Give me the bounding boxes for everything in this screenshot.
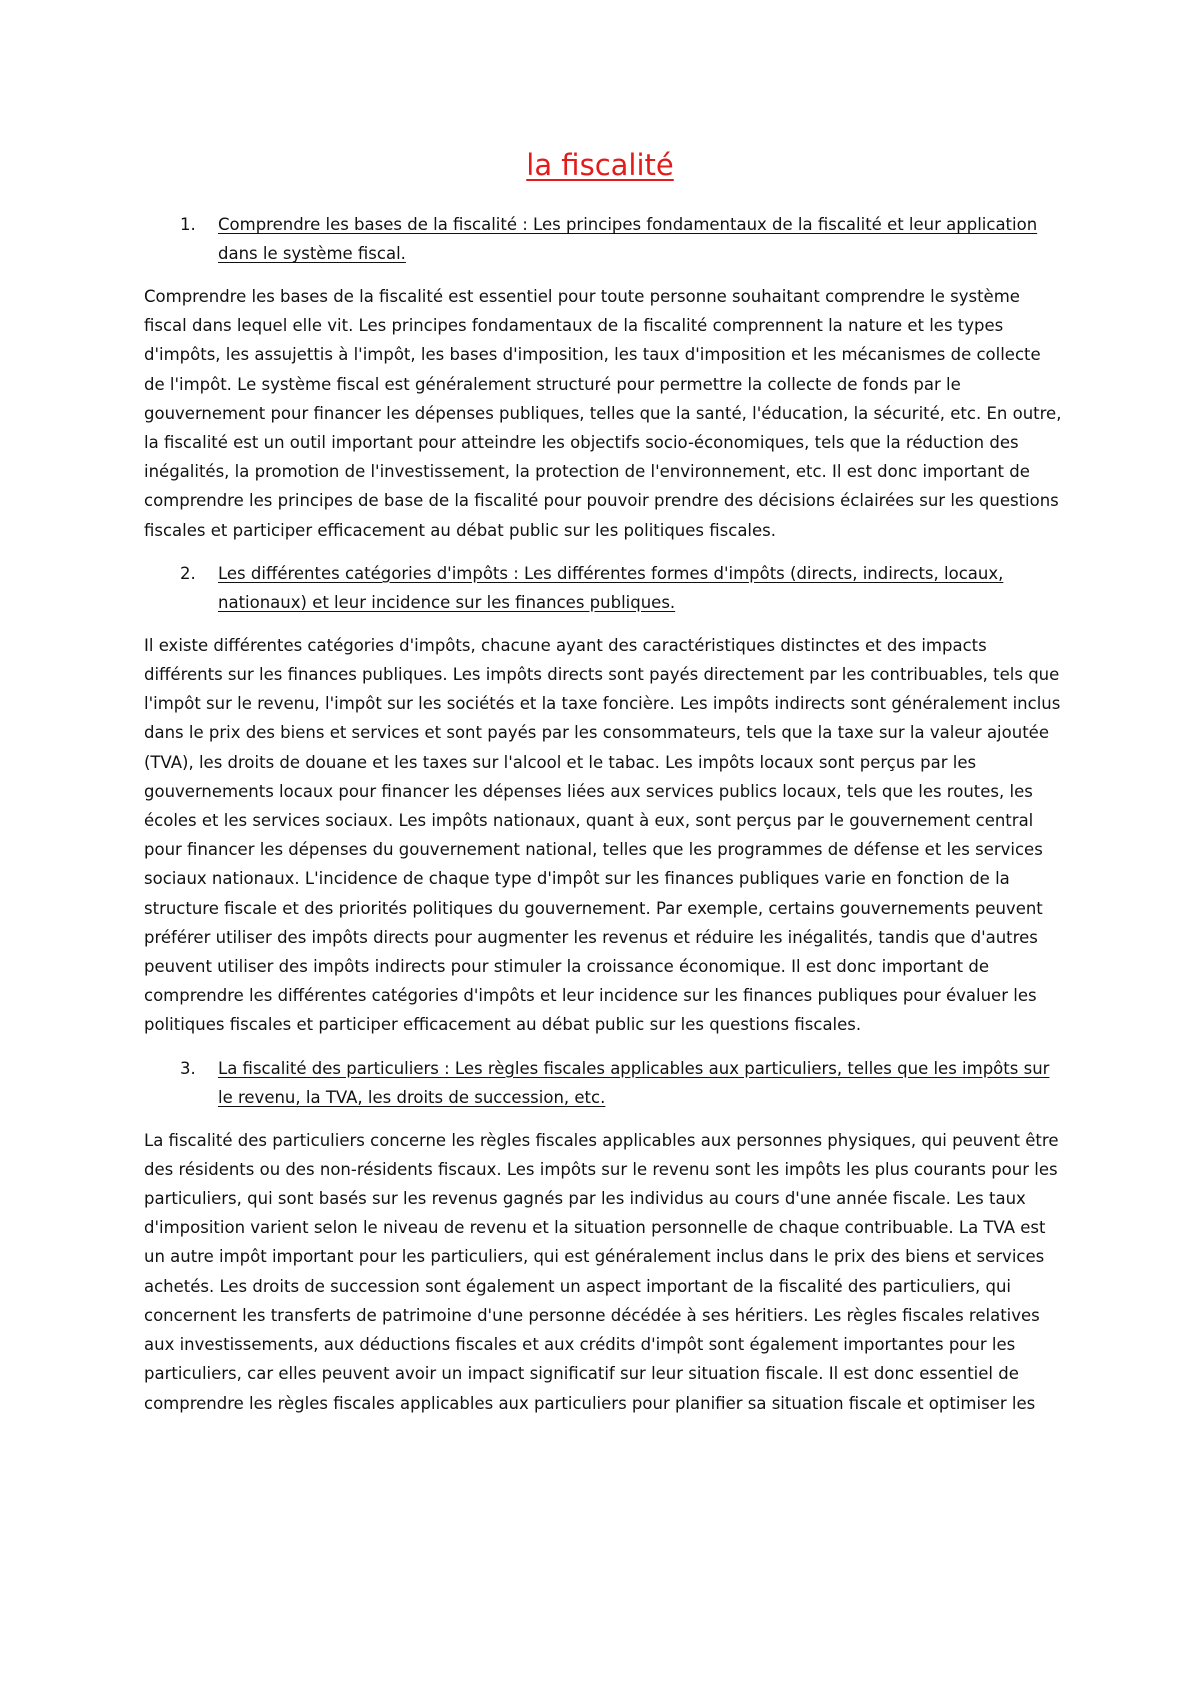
section-1-heading: [144, 210, 1064, 268]
section-1-paragraph: Comprendre les bases de la fiscalité est essentiel pour toute personne souhaitant comprendre le système fiscal dans lequel elle vit. Les principes fondamentaux de la fiscalité comprennent la nature et les types d'impôts, les assujettis à l'impôt, les bases d'imposition, les taux d'imposition et les mécanismes de collecte de l'impôt. Le système fiscal est généralement structuré pour permettre la collecte de fonds par le gouvernement pour financer les dépenses publiques, telles que la santé, l'éducation, la sécurité, etc. En outre, la fiscalité est un outil important pour atteindre les objectifs socio-économiques, tels que la réduction des inégalités, la promotion de l'investissement, la protection de l'environnement, etc. Il est donc important de comprendre les principes de base de la fiscalité pour pouvoir prendre des décisions éclairées sur les questions fiscales et participer efficacement au débat public sur les politiques fiscales.: [144, 287, 1062, 540]
document-body: [144, 210, 1064, 1432]
section-2-paragraph: Il existe différentes catégories d'impôts, chacune ayant des caractéristiques distinctes et des impacts différents sur les finances publiques. Les impôts directs sont payés directement par les contribuables, tels que l'impôt sur le revenu, l'impôt sur les sociétés et la taxe foncière. Les impôts indirects sont généralement inclus dans le prix des biens et services et sont payés par les consommateurs, tels que la taxe sur la valeur ajoutée (TVA), les droits de douane et les taxes sur l'alcool et le tabac. Les impôts locaux sont perçus par les gouvernements locaux pour financer les dépenses liées aux services publics locaux, tels que les routes, les écoles et les services sociaux. Les impôts nationaux, quant à eux, sont perçus par le gouvernement central pour financer les dépenses du gouvernement national, telles que les programmes de défense et les services sociaux nationaux. L'incidence de chaque type d'impôt sur les finances publiques varie en fonction de la structure fiscale et des priorités politiques du gouvernement. Par exemple, certains gouvernements peuvent préférer utiliser des impôts directs pour augmenter les revenus et réduire les inégalités, tandis que d'autres peuvent utiliser des impôts indirects pour stimuler la croissance économique. Il est donc important de comprendre les différentes catégories d'impôts et leur incidence sur les finances publiques pour évaluer les politiques fiscales et participer efficacement au débat public sur les questions fiscales.: [144, 635, 1061, 1035]
section-2-heading-text: Les différentes catégories d'impôts : Les différentes formes d'impôts (directs, indirects, locaux, nationaux) et leur incidence sur les finances publiques.: [218, 563, 1004, 612]
section-3-paragraph: La fiscalité des particuliers concerne les règles fiscales applicables aux personnes physiques, qui peuvent être des résidents ou des non-résidents fiscaux. Les impôts sur le revenu sont les impôts les plus courants pour les particuliers, qui sont basés sur les revenus gagnés par les individus au cours d'une année fiscale. Les taux d'imposition varient selon le niveau de revenu et la situation personnelle de chaque contribuable. La TVA est un autre impôt important pour les particuliers, qui est généralement inclus dans le prix des biens et services achetés. Les droits de succession sont également un aspect important de la fiscalité des particuliers, qui concernent les transferts de patrimoine d'une personne décédée à ses héritiers. Les règles fiscales relatives aux investissements, aux déductions fiscales et aux crédits d'impôt sont également importantes pour les particuliers, car elles peuvent avoir un impact significatif sur leur situation fiscale. Il est donc essentiel de comprendre les règles fiscales applicables aux particuliers pour planifier sa situation fiscale et optimiser les: [144, 1130, 1059, 1413]
section-2-number: 2.: [180, 563, 196, 583]
document-title: la fiscalité: [526, 148, 674, 182]
section-3-heading-text: La fiscalité des particuliers : Les règles fiscales applicables aux particuliers, telles que les impôts sur le revenu, la TVA, les droits de succession, etc.: [218, 1058, 1050, 1107]
section-2-heading: [144, 559, 1064, 617]
section-3-heading: [144, 1054, 1064, 1112]
section-1-heading-text: Comprendre les bases de la fiscalité : Les principes fondamentaux de la fiscalité et leur application dans le système fiscal.: [218, 215, 1038, 263]
section-3-number: 3.: [180, 1058, 196, 1078]
section-1-number: 1.: [180, 215, 196, 234]
